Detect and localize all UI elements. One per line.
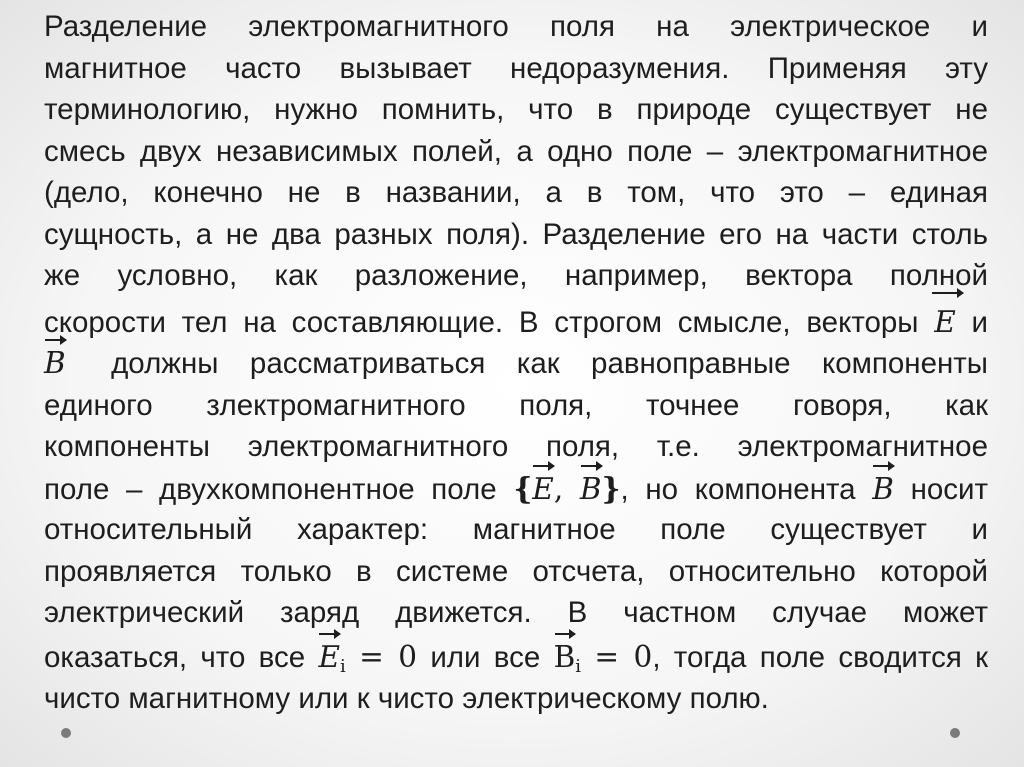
equation-b bbox=[553, 639, 989, 677]
equals-zero: = 0 bbox=[359, 639, 418, 674]
text-line-14: проявляется только в системе отсчета, относительно которой bbox=[44, 554, 988, 588]
text-line-12-text2: , но компонента bbox=[620, 472, 856, 506]
text-line-4: смесь двух независимых полей, а одно поле – электромагнитное bbox=[44, 134, 988, 168]
text-line-12-text: поле – двухкомпонентное поле bbox=[44, 472, 497, 506]
subscript-i: i bbox=[575, 655, 582, 677]
text-line-6: сущность, а не два разных поля). Разделение его на части столь bbox=[44, 217, 988, 251]
text-line-5: (дело, конечно не в названии, а в том, что это – единая bbox=[44, 176, 988, 209]
vector-b: B bbox=[554, 637, 576, 679]
text-line-2: магнитное часто вызывает недоразумения. Применяя эту bbox=[44, 51, 988, 85]
text-line-12-text3: носит bbox=[910, 472, 988, 506]
text-line-16-tail: , тогда поле сводится к bbox=[652, 640, 989, 674]
right-dot-ornament bbox=[950, 728, 960, 738]
comma: , bbox=[553, 471, 564, 506]
text-line-8-text: скорости тел на составляющие. В строгом смысле, векторы bbox=[44, 305, 919, 339]
text-line-10: единого злектромагнитного поля, точнее говоря, как bbox=[44, 388, 988, 422]
text-line-8-tail: и bbox=[971, 305, 988, 339]
text-line-7: же условно, как разложение, например, вектора полной bbox=[44, 259, 988, 292]
text-line-17: чисто магнитному или к чисто электрическому полю. bbox=[44, 682, 769, 715]
vector-b: B bbox=[872, 469, 894, 511]
text-line-1: Разделение электромагнитного поля на электрическое и bbox=[44, 10, 988, 43]
text-line-13: относительный характер: магнитное поле существует и bbox=[44, 513, 988, 546]
text-line-15: электрический заряд движется. В частном случае может bbox=[44, 596, 988, 629]
paragraph bbox=[44, 6, 988, 720]
vector-b: B bbox=[580, 469, 602, 511]
equals-zero: = 0 bbox=[594, 639, 653, 674]
text-line-16-text: оказаться, что все bbox=[44, 640, 306, 674]
vector-pair bbox=[513, 470, 856, 506]
text-line-9 bbox=[44, 343, 988, 385]
brace-close: } bbox=[601, 470, 621, 506]
text-line-3: терминологию, нужно помнить, что в природе существует не bbox=[44, 93, 988, 126]
vector-b: B bbox=[44, 343, 66, 385]
subscript-i: i bbox=[340, 655, 346, 677]
vector-e: E bbox=[934, 302, 956, 344]
equation-e bbox=[318, 639, 418, 677]
text-line-8 bbox=[44, 302, 988, 344]
left-dot-ornament bbox=[61, 728, 71, 738]
brace-open: { bbox=[513, 470, 533, 506]
text-line-12 bbox=[44, 468, 988, 510]
text-line-16 bbox=[44, 637, 988, 679]
vector-e: E bbox=[318, 637, 340, 679]
text-line-9-text: должны рассматриваться как равноправные компоненты bbox=[111, 347, 988, 380]
text-line-11: компоненты электромагнитного поля, т.е. электромагнитное bbox=[44, 430, 988, 463]
text-line-16-mid: или все bbox=[430, 640, 541, 674]
vector-e: E bbox=[532, 469, 554, 511]
